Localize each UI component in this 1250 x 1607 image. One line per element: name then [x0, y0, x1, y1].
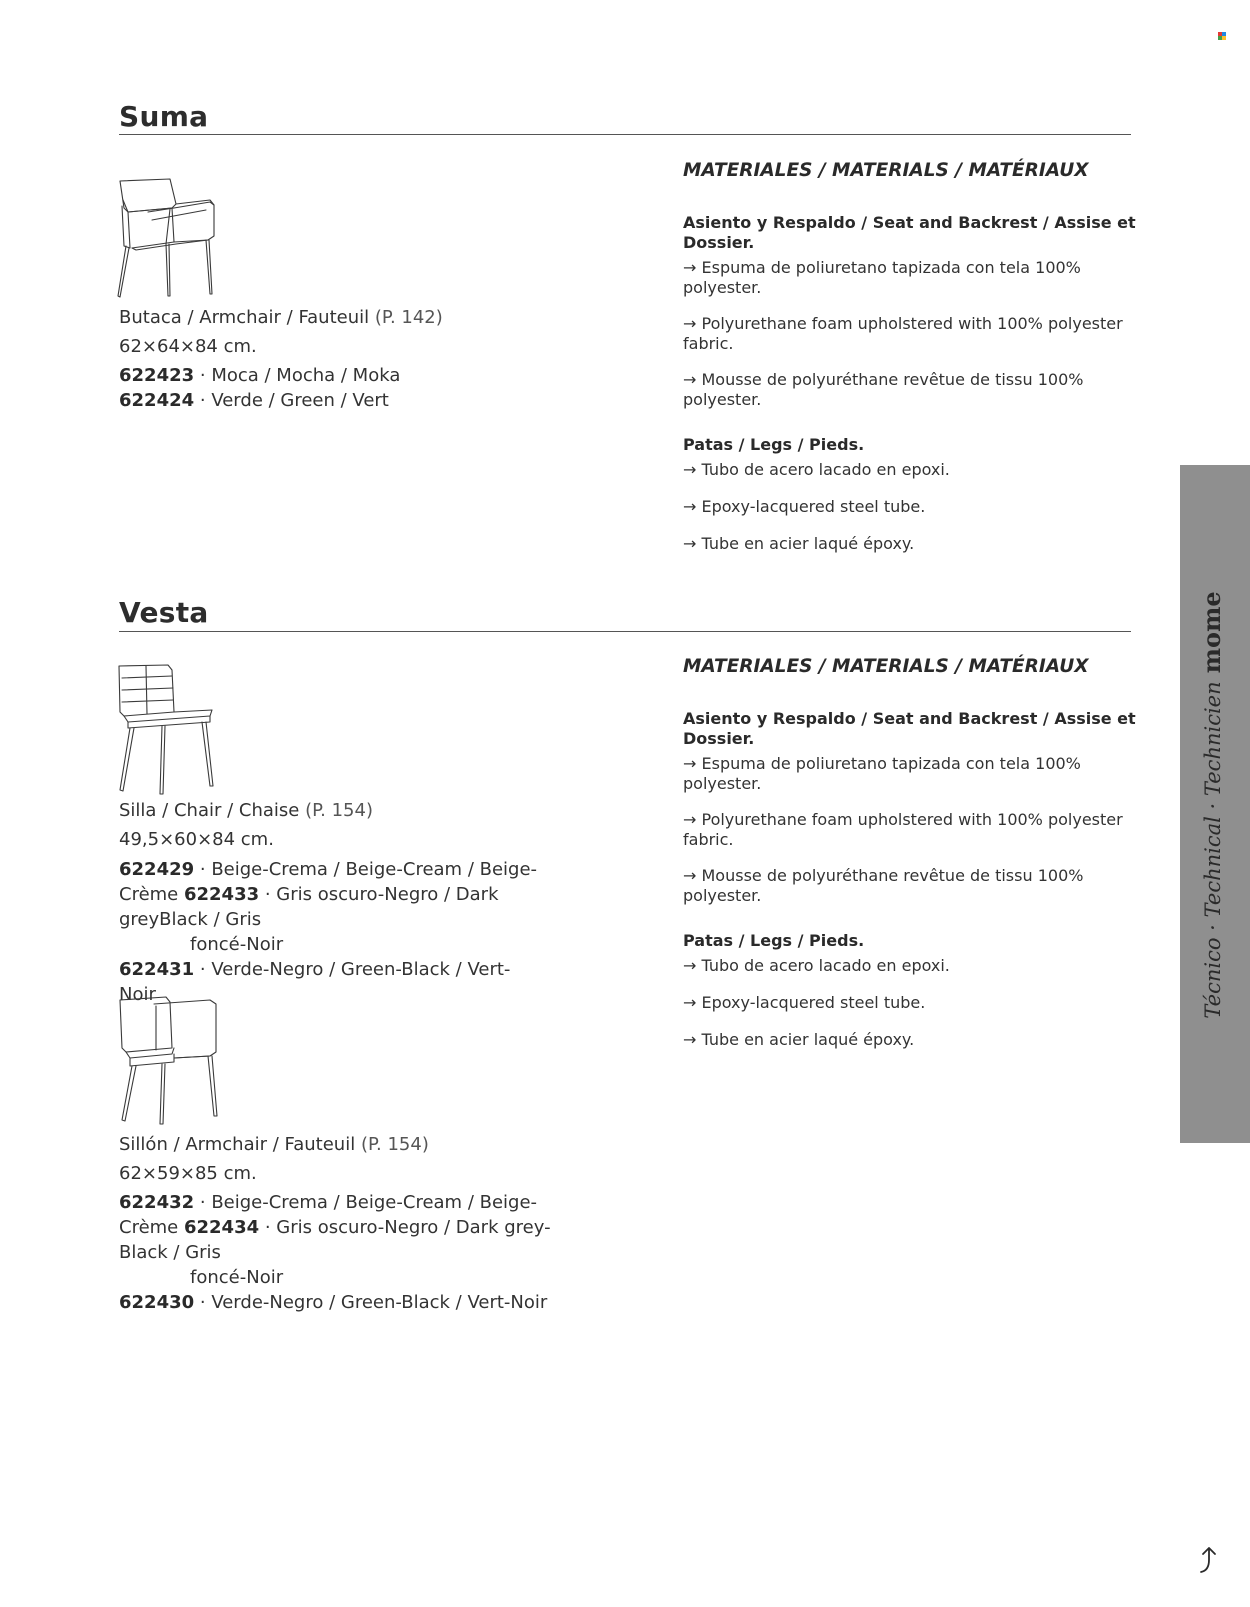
legs-french: → Tube en acier laqué époxy.	[683, 1030, 915, 1049]
variant-name: · Beige-Crema / Beige-Cream / Beige-	[194, 859, 538, 880]
seat-spanish: → Espuma de poliuretano tapizada con tela 100%	[683, 258, 1081, 277]
variant-name: · Beige-Crema / Beige-Cream / Beige-	[194, 1192, 538, 1213]
legs-english: → Epoxy-lacquered steel tube.	[683, 993, 926, 1012]
seat-heading: Asiento y Respaldo / Seat and Backrest / Assise et	[683, 709, 1136, 728]
brand-color-mark-icon	[1218, 32, 1228, 40]
materials-heading: MATERIALES / MATERIALS / MATÉRIAUX	[683, 160, 1089, 181]
vesta-materials-block	[683, 709, 1143, 1050]
variant-name: · Moca / Mocha / Moka	[194, 365, 401, 386]
variant-row: greyBlack / Gris	[119, 909, 262, 930]
seat-english: → Polyurethane foam upholstered with 100% polyester	[683, 314, 1123, 333]
section-divider	[119, 134, 1131, 135]
side-tab-section-name: Técnico · Technical · Technicien	[1201, 681, 1225, 1019]
variant-name: · Gris oscuro-Negro / Dark	[259, 884, 499, 905]
seat-heading: Dossier.	[683, 729, 755, 748]
page-reference-link[interactable]: (P. 142)	[374, 307, 443, 328]
legs-english: → Epoxy-lacquered steel tube.	[683, 497, 926, 516]
product-name-text: Silla / Chair / Chaise	[119, 800, 300, 821]
variant-name: · Verde-Negro / Green-Black / Vert-	[194, 959, 511, 980]
suma-armchair-drawing	[114, 178, 224, 302]
seat-french: polyester.	[683, 886, 762, 905]
seat-spanish: → Espuma de poliuretano tapizada con tela 100%	[683, 754, 1081, 773]
page-reference-link[interactable]: (P. 154)	[360, 1134, 429, 1155]
variant-name: · Gris oscuro-Negro / Dark grey-	[259, 1217, 551, 1238]
variant-name: Crème	[119, 884, 184, 905]
seat-english: fabric.	[683, 830, 734, 849]
vesta-armchair-name	[119, 1132, 429, 1157]
variant-row	[119, 957, 537, 982]
variant-code: 622424	[119, 390, 195, 411]
variant-code: 622429	[119, 859, 195, 880]
variant-row	[119, 1190, 551, 1215]
variant-code: 622431	[119, 959, 195, 980]
variant-row	[119, 1215, 551, 1240]
vesta-armchair-dimensions: 62×59×85 cm.	[119, 1163, 257, 1184]
variant-code: 622433	[183, 884, 260, 905]
seat-spanish: polyester.	[683, 774, 762, 793]
legs-heading: Patas / Legs / Pieds.	[683, 435, 865, 454]
variant-row: foncé-Noir	[190, 1267, 284, 1288]
variant-name: · Verde-Negro / Green-Black / Vert-Noir	[194, 1292, 548, 1313]
materials-heading: MATERIALES / MATERIALS / MATÉRIAUX	[683, 656, 1089, 677]
legs-heading: Patas / Legs / Pieds.	[683, 931, 865, 950]
vesta-armchair-variants	[119, 1190, 551, 1315]
variant-row	[119, 857, 537, 882]
legs-french: → Tube en acier laqué époxy.	[683, 534, 915, 553]
variant-name: · Verde / Green / Vert	[194, 390, 389, 411]
suma-materials-block	[683, 213, 1143, 554]
page-reference-link[interactable]: (P. 154)	[305, 800, 373, 821]
legs-spanish: → Tubo de acero lacado en epoxi.	[683, 956, 950, 975]
suma-variant-row	[119, 388, 389, 413]
suma-product-name	[119, 305, 443, 330]
seat-french: → Mousse de polyuréthane revêtue de tissu 100%	[683, 866, 1084, 885]
section-title-vesta: Vesta	[119, 596, 209, 629]
section-title-suma: Suma	[119, 100, 209, 133]
variant-code: 622430	[119, 1292, 195, 1313]
seat-spanish: polyester.	[683, 278, 762, 297]
suma-variant-row	[119, 363, 400, 388]
seat-english: fabric.	[683, 334, 734, 353]
product-name-text: Butaca / Armchair / Fauteuil	[119, 307, 370, 328]
variant-row: Noir	[119, 984, 156, 1005]
vesta-chair-variants	[119, 857, 537, 1007]
section-divider	[119, 631, 1131, 632]
variant-code: 622434	[183, 1217, 260, 1238]
vesta-armchair-drawing	[114, 994, 226, 1126]
back-to-top-arrow-icon[interactable]	[1196, 1545, 1222, 1575]
seat-french: → Mousse de polyuréthane revêtue de tissu 100%	[683, 370, 1084, 389]
product-name-text: Sillón / Armchair / Fauteuil	[119, 1134, 356, 1155]
vesta-chair-dimensions: 49,5×60×84 cm.	[119, 829, 274, 850]
seat-heading: Dossier.	[683, 233, 755, 252]
vesta-chair-name	[119, 798, 373, 823]
variant-row	[119, 882, 537, 907]
side-tab-label	[1197, 495, 1233, 1115]
variant-name: Crème	[119, 1217, 184, 1238]
variant-row: Black / Gris	[119, 1242, 221, 1263]
seat-french: polyester.	[683, 390, 762, 409]
seat-heading: Asiento y Respaldo / Seat and Backrest / Assise et	[683, 213, 1136, 232]
seat-english: → Polyurethane foam upholstered with 100% polyester	[683, 810, 1123, 829]
variant-code: 622423	[119, 365, 195, 386]
variant-row: foncé-Noir	[190, 934, 284, 955]
variant-row	[119, 1290, 551, 1315]
variant-code: 622432	[119, 1192, 195, 1213]
vesta-chair-drawing	[114, 664, 224, 796]
legs-spanish: → Tubo de acero lacado en epoxi.	[683, 460, 950, 479]
suma-dimensions: 62×64×84 cm.	[119, 336, 257, 357]
brand-logo: mome	[1197, 591, 1226, 674]
